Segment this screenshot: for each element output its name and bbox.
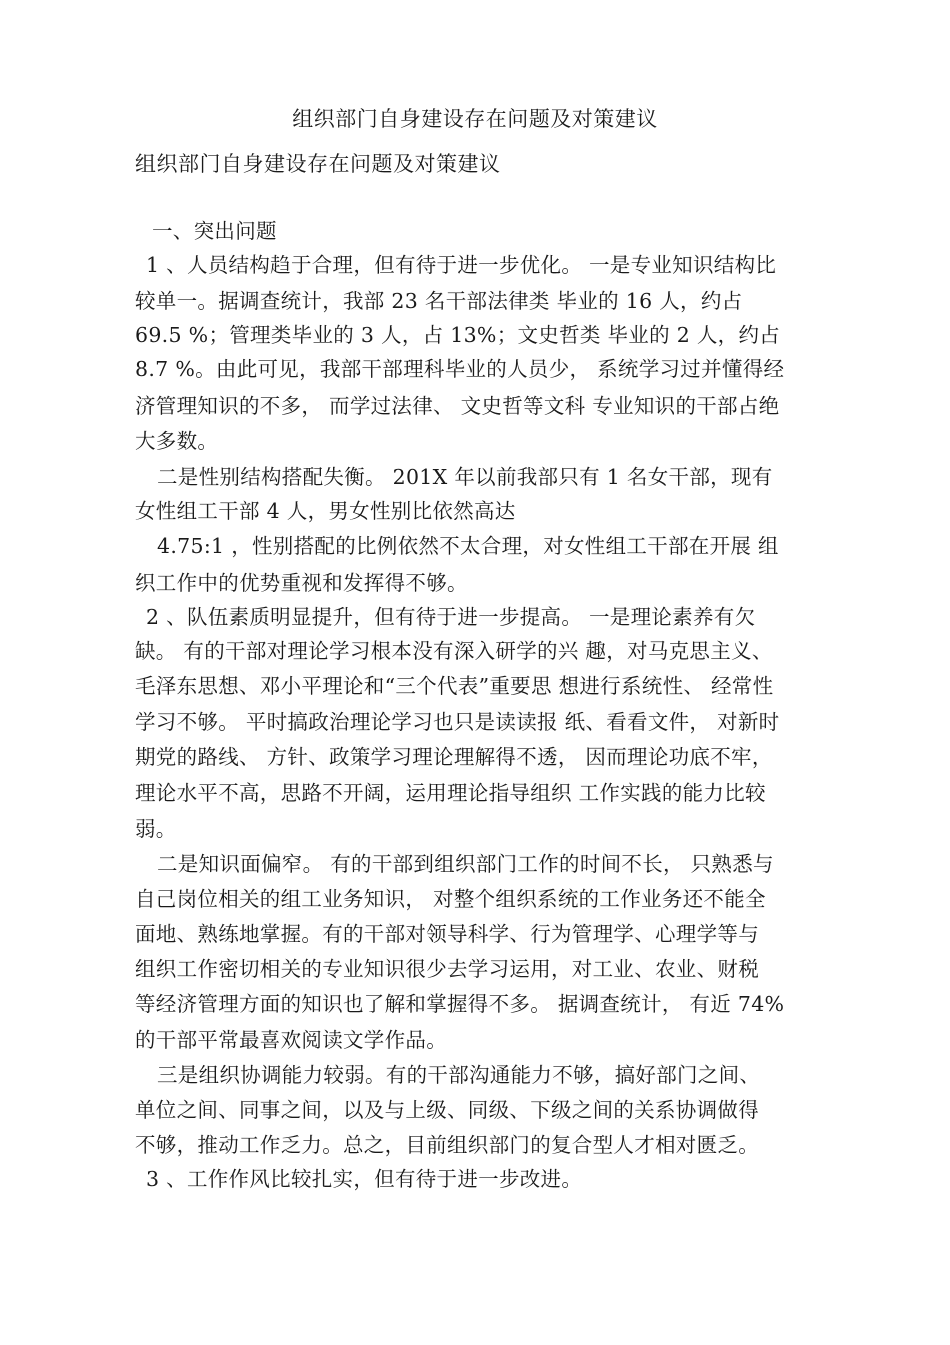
paragraph-line: 毛泽东思想、邓小平理论和“三个代表”重要思 想进行系统性、 经常性 xyxy=(135,674,774,698)
paragraph-line: 自己岗位相关的组工业务知识， 对整个组织系统的工作业务还不能全 xyxy=(135,887,766,911)
paragraph-line: 理论水平不高，思路不开阔，运用理论指导组织 工作实践的能力比较 xyxy=(135,781,766,805)
paragraph-line: 组织工作密切相关的专业知识很少去学习运用，对工业、农业、财税 xyxy=(135,957,759,981)
paragraph-line: 不够，推动工作乏力。总之，目前组织部门的复合型人才相对匮乏。 xyxy=(135,1133,759,1157)
paragraph-line: 期党的路线、 方针、政策学习理论理解得不透， 因而理论功底不牢， xyxy=(135,745,773,769)
paragraph-line: 3 、工作作风比较扎实，但有待于进一步改进。 xyxy=(146,1167,583,1191)
paragraph-line: 较单一。据调查统计，我部 23 名干部法律类 毕业的 16 人，约占 xyxy=(135,289,743,313)
paragraph-line: 1 、人员结构趋于合理，但有待于进一步优化。 一是专业知识结构比 xyxy=(146,253,777,277)
paragraph-line: 缺。 有的干部对理论学习根本没有深入研学的兴 趣，对马克思主义、 xyxy=(135,639,773,663)
paragraph-line: 二是知识面偏窄。 有的干部到组织部门工作的时间不长， 只熟悉与 xyxy=(157,852,774,876)
document-title: 组织部门自身建设存在问题及对策建议 xyxy=(292,107,658,131)
section-heading: 一、突出问题 xyxy=(152,219,277,243)
paragraph-line: 单位之间、同事之间，以及与上级、同级、下级之间的关系协调做得 xyxy=(135,1098,759,1122)
paragraph-line: 学习不够。 平时搞政治理论学习也只是读读报 纸、看看文件， 对新时 xyxy=(135,710,780,734)
paragraph-line: 织工作中的优势重视和发挥得不够。 xyxy=(135,571,468,595)
paragraph-line: 女性组工干部 4 人，男女性别比依然高达 xyxy=(135,499,516,523)
paragraph-line: 69.5 %；管理类毕业的 3 人，占 13%；文史哲类 毕业的 2 人，约占 xyxy=(135,323,781,347)
paragraph-line: 4.75:1 ，性别搭配的比例依然不太合理，对女性组工干部在开展 组 xyxy=(157,534,779,558)
paragraph-line: 面地、熟练地掌握。有的干部对领导科学、行为管理学、心理学等与 xyxy=(135,922,759,946)
paragraph-line: 弱。 xyxy=(135,817,177,841)
document-subtitle: 组织部门自身建设存在问题及对策建议 xyxy=(135,152,501,176)
paragraph-line: 8.7 %。由此可见，我部干部理科毕业的人员少， 系统学习过并懂得经 xyxy=(135,357,785,381)
paragraph-line: 等经济管理方面的知识也了解和掌握得不多。 据调查统计， 有近 74% xyxy=(135,992,785,1016)
paragraph-line: 济管理知识的不多， 而学过法律、 文史哲等文科 专业知识的干部占绝 xyxy=(135,394,780,418)
paragraph-line: 三是组织协调能力较弱。有的干部沟通能力不够，搞好部门之间、 xyxy=(157,1063,761,1087)
paragraph-line: 的干部平常最喜欢阅读文学作品。 xyxy=(135,1028,447,1052)
paragraph-line: 2 、队伍素质明显提升，但有待于进一步提高。 一是理论素养有欠 xyxy=(146,605,756,629)
paragraph-line: 二是性别结构搭配失衡。 201X 年以前我部只有 1 名女干部，现有 xyxy=(157,465,773,489)
paragraph-line: 大多数。 xyxy=(135,429,219,453)
